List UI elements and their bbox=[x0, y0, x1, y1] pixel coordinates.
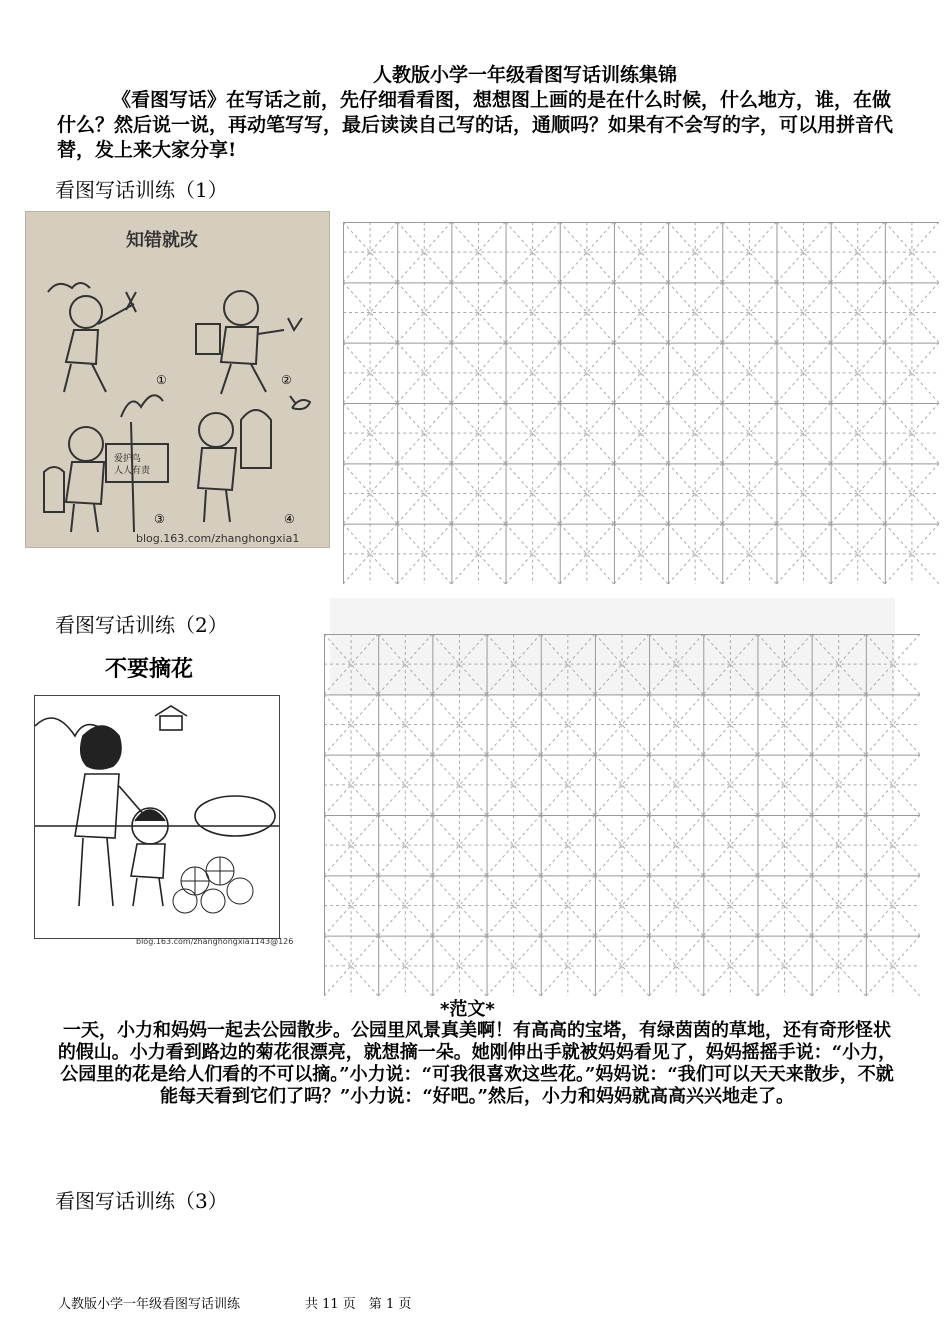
section-3-heading: 看图写话训练（3） bbox=[55, 1189, 228, 1213]
picture-title: 不要摘花 bbox=[105, 657, 194, 682]
writing-grid-2[interactable] bbox=[324, 634, 920, 996]
panel-number-2: ② bbox=[281, 373, 292, 387]
panel-number-1: ① bbox=[156, 373, 167, 387]
document-title: 人教版小学一年级看图写话训练集锦 bbox=[372, 64, 677, 86]
sign-text-2: 人人有责 bbox=[114, 466, 151, 476]
picture-know-mistake bbox=[25, 211, 330, 548]
mother-child-illustration bbox=[35, 696, 279, 938]
writing-grid-1[interactable] bbox=[343, 222, 939, 584]
picture-dont-pick-flowers bbox=[34, 695, 280, 939]
intro-paragraph: 《看图写话》在写话之前，先仔细看看图，想想图上画的是在什么时候，什么地方，谁，在做什么？然后说一说，再动笔写写，最后读读自己写的话，通顺吗？如果有不会写的字，可以用拼音代替，发上来大家分享! bbox=[57, 89, 894, 161]
picture-watermark: blog.163.com/zhanghongxia1 bbox=[136, 532, 300, 545]
picture-title: 知错就改 bbox=[126, 230, 198, 251]
sample-essay-text: 一天，小力和妈妈一起去公园散步。公园里风景真美啊！有高高的宝塔，有绿茵茵的草地，还有奇形怪状的假山。小力看到路边的菊花很漂亮，就想摘一朵。她刚伸出手就被妈妈看见了，妈妈摇摇手说：“小力，公园里的花是给人们看的不可以摘。”小力说：“可我很喜欢这些花。”妈妈说：“我们可以天天来散步，不就能每天看到它们了吗？”小力说：“好吧。”然后，小力和妈妈就高高兴兴地走了。 bbox=[57, 1020, 897, 1107]
picture-watermark: blog.163.com/zhanghongxia1143@126 bbox=[136, 937, 294, 946]
section-1-heading: 看图写话训练（1） bbox=[55, 178, 228, 202]
panel-number-4: ④ bbox=[284, 512, 295, 526]
section-2-heading: 看图写话训练（2） bbox=[55, 613, 228, 637]
panel-number-3: ③ bbox=[154, 512, 165, 526]
page-footer: 人教版小学一年级看图写话训练 共 11 页 第 1 页 bbox=[58, 1297, 412, 1312]
sample-essay-label: *范文* bbox=[440, 999, 495, 1020]
sign-text-1: 爱护鸟 bbox=[114, 454, 142, 464]
